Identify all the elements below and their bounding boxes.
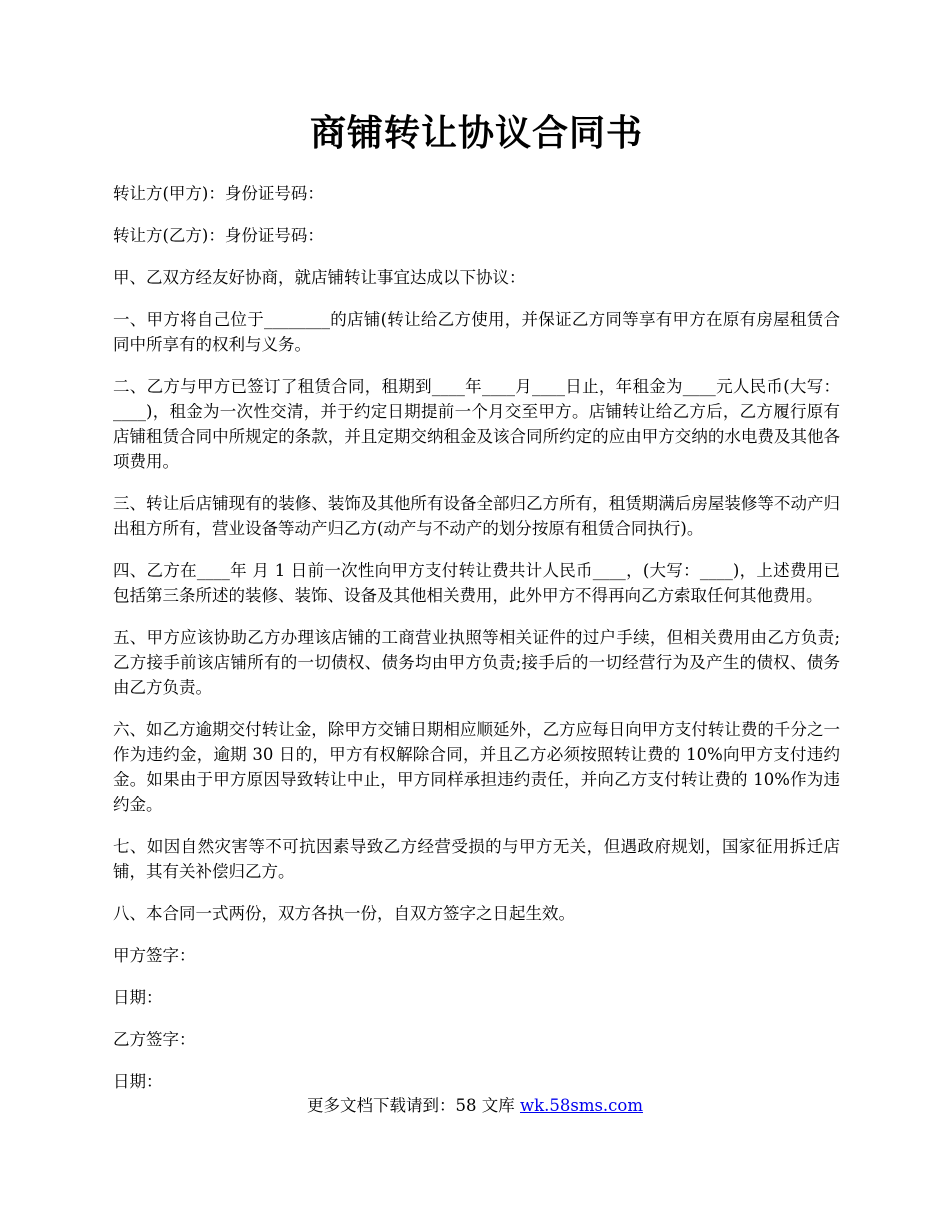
document-title: 商铺转让协议合同书: [309, 112, 643, 154]
party-b-line: 转让方(乙方)：身份证号码：: [113, 225, 324, 245]
intro-paragraph: 甲、乙双方经友好协商，就店铺转让事宜达成以下协议：: [113, 267, 526, 287]
document-page: [113, 110, 840, 1111]
download-footer: [0, 1093, 950, 1118]
party-b-signature: 乙方签字：: [113, 1029, 196, 1049]
clause-8: 八、本合同一式两份，双方各执一份，自双方签字之日起生效。: [113, 903, 575, 923]
party-a-signature: 甲方签字：: [113, 945, 196, 965]
clause-2: 二、乙方与甲方已签订了租赁合同，租期到____年____月____日止，年租金为____元人民币(大写：____)，租金为一次性交清，并于约定日期提前一个月交至甲方。店铺转让给乙方后，乙方履行原有店铺租赁合同中所规定的条款，并且定期交纳租金及该合同所约定的应由甲方交纳的水电费及其他各项费用。: [113, 376, 840, 471]
clause-6: 六、如乙方逾期交付转让金，除甲方交铺日期相应顺延外，乙方应每日向甲方支付转让费的千分之一作为违约金，逾期 30 日的，甲方有权解除合同，并且乙方必须按照转让费的 10%向甲方支付违约金。如果由于甲方原因导致转让中止，甲方同样承担违约责任，并向乙方支付转让费的 10%作为违约金。: [113, 719, 840, 814]
clause-1: 一、甲方将自己位于________的店铺(转让给乙方使用，并保证乙方同等享有甲方在原有房屋租赁合同中所享有的权利与义务。: [113, 309, 840, 354]
party-b-date: 日期：: [113, 1071, 163, 1091]
clause-5: 五、甲方应该协助乙方办理该店铺的工商营业执照等相关证件的过户手续，但相关费用由乙方负责;乙方接手前该店铺所有的一切债权、债务均由甲方负责;接手后的一切经营行为及产生的债权、债务由乙方负责。: [113, 627, 840, 697]
footer-text: 更多文档下载请到：58 文库: [306, 1096, 520, 1115]
clause-4: 四、乙方在____年 月 1 日前一次性向甲方支付转让费共计人民币____，(大写：____)，上述费用已包括第三条所述的装修、装饰、设备及其他相关费用，此外甲方不得再向乙方索取任何其他费用。: [113, 560, 840, 605]
clause-3: 三、转让后店铺现有的装修、装饰及其他所有设备全部归乙方所有，租赁期满后房屋装修等不动产归出租方所有，营业设备等动产归乙方(动产与不动产的划分按原有租赁合同执行)。: [113, 493, 840, 538]
party-a-line: 转让方(甲方)：身份证号码：: [113, 183, 324, 203]
footer-link[interactable]: wk.58sms.com: [519, 1096, 643, 1115]
clause-7: 七、如因自然灾害等不可抗因素导致乙方经营受损的与甲方无关，但遇政府规划，国家征用拆迁店铺，其有关补偿归乙方。: [113, 836, 840, 881]
party-a-date: 日期：: [113, 987, 163, 1007]
